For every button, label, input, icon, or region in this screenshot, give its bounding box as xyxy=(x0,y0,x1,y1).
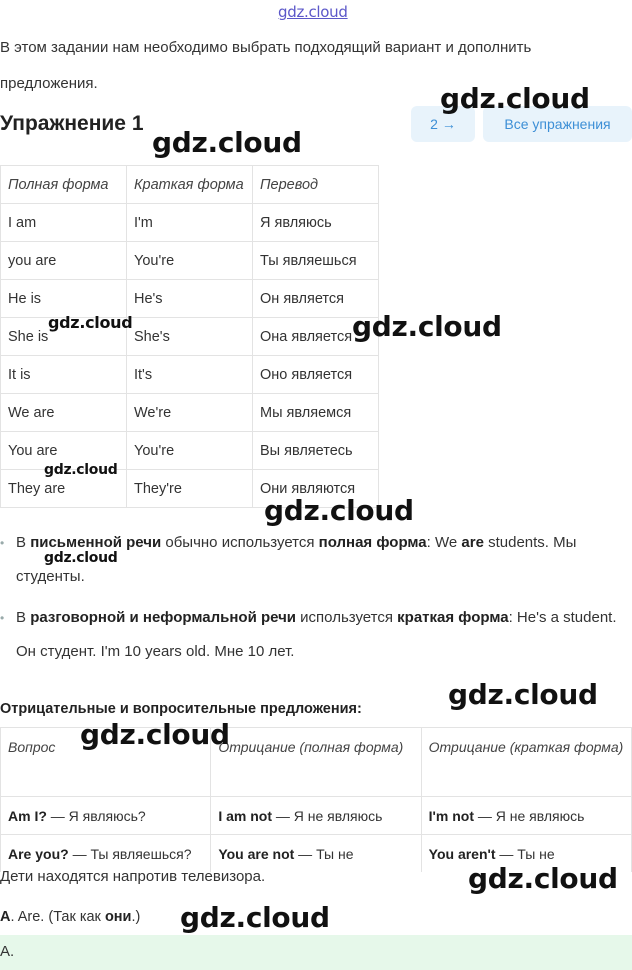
cell: She is xyxy=(1,318,127,356)
watermark: gdz.cloud xyxy=(152,126,302,159)
table-row xyxy=(1,204,379,242)
bullet-spoken-speech xyxy=(0,601,626,669)
header-cell: Перевод xyxy=(253,166,379,204)
table-row xyxy=(1,280,379,318)
cell: It's xyxy=(127,356,253,394)
cell: You are xyxy=(1,432,127,470)
bullet-dot-icon: • xyxy=(0,611,5,625)
bold-text: краткая форма xyxy=(397,609,509,626)
text: : He's a student. Он студент. I'm 10 years old. Мне 10 лет. xyxy=(16,609,617,660)
bold-text: письменной речи xyxy=(30,534,162,551)
cell xyxy=(1,835,211,873)
intro-text: В этом задании нам необходимо выбрать подходящий вариант и дополнить предложения. xyxy=(0,39,532,92)
watermark: gdz.cloud xyxy=(44,462,118,478)
text: . Are. (Так как xyxy=(10,909,105,925)
watermark: gdz.cloud xyxy=(440,82,590,115)
watermark: gdz.cloud xyxy=(448,678,598,711)
cell: She's xyxy=(127,318,253,356)
answer-explanation xyxy=(0,909,140,925)
watermark: gdz.cloud xyxy=(48,313,133,332)
cell: You're xyxy=(127,432,253,470)
text: .) xyxy=(131,909,141,925)
watermark: gdz.cloud xyxy=(180,901,330,934)
bold-text: You are not xyxy=(218,845,295,862)
cell: Ты являешься xyxy=(253,242,379,280)
exercise-title: Упражнение 1 xyxy=(0,112,144,135)
bold-text: они xyxy=(104,909,132,925)
watermark: gdz.cloud xyxy=(80,718,230,751)
text: В xyxy=(16,534,31,551)
text: — Я являюсь? xyxy=(46,807,146,824)
text: — Ты не xyxy=(495,845,555,862)
cell: I am xyxy=(1,204,127,242)
cell: Они являются xyxy=(253,470,379,508)
bold-text: I am not xyxy=(218,807,272,824)
watermark: gdz.cloud xyxy=(468,862,618,895)
section-title: Отрицательные и вопросительные предложения: xyxy=(0,701,362,717)
header-cell: Полная форма xyxy=(1,166,127,204)
table-header-row xyxy=(1,166,379,204)
bullet-dot-icon: • xyxy=(0,536,5,550)
next-exercise-button[interactable]: 2 → xyxy=(411,106,475,142)
text: В xyxy=(16,609,31,626)
bold-text: I'm not xyxy=(428,807,474,824)
bold-text: are xyxy=(461,534,484,551)
header-cell: Отрицание (полная форма) xyxy=(211,728,421,797)
question-text: Дети находятся напротив телевизора. xyxy=(0,868,266,885)
watermark: gdz.cloud xyxy=(352,310,502,343)
bold-text: Are you? xyxy=(8,845,69,862)
watermark: gdz.cloud xyxy=(264,494,414,527)
cell: They're xyxy=(127,470,253,508)
table-row xyxy=(1,394,379,432)
cell: We are xyxy=(1,394,127,432)
cell xyxy=(421,797,631,835)
text: students. Мы студенты. xyxy=(16,534,577,585)
bold-text: Am I? xyxy=(8,807,47,824)
header-cell: Краткая форма xyxy=(127,166,253,204)
text: — Ты являешься? xyxy=(68,845,192,862)
table-row xyxy=(1,356,379,394)
cell: Он является xyxy=(253,280,379,318)
cell: Я являюсь xyxy=(253,204,379,242)
cell: Оно является xyxy=(253,356,379,394)
text: : We xyxy=(426,534,462,551)
text: — Ты не xyxy=(294,845,354,862)
answer-box xyxy=(0,935,632,970)
table-row xyxy=(1,797,632,835)
table-row xyxy=(1,242,379,280)
cell: He's xyxy=(127,280,253,318)
answer-text: A. xyxy=(0,943,15,960)
bold-text: You aren't xyxy=(428,845,496,862)
text: используется xyxy=(296,609,398,626)
cell: You're xyxy=(127,242,253,280)
cell: I'm xyxy=(127,204,253,242)
cell: It is xyxy=(1,356,127,394)
cell: Она является xyxy=(253,318,379,356)
all-exercises-button[interactable]: Все упражнения xyxy=(483,106,632,142)
cell xyxy=(1,797,211,835)
cell xyxy=(211,797,421,835)
watermark-top: gdz.cloud xyxy=(278,3,348,21)
bold-text: A xyxy=(0,909,11,925)
cell: Вы являетесь xyxy=(253,432,379,470)
text: — Я не являюсь xyxy=(473,807,585,824)
cell: They are xyxy=(1,470,127,508)
header-cell: Вопрос xyxy=(1,728,211,797)
cell: We're xyxy=(127,394,253,432)
cell: Мы являемся xyxy=(253,394,379,432)
forms-table xyxy=(0,165,379,508)
watermark: gdz.cloud xyxy=(44,550,118,566)
cell: He is xyxy=(1,280,127,318)
text: — Я не являюсь xyxy=(272,807,383,824)
bold-text: полная форма xyxy=(318,534,427,551)
cell: you are xyxy=(1,242,127,280)
bold-text: разговорной и неформальной речи xyxy=(30,609,297,626)
cell xyxy=(211,835,421,873)
header-cell: Отрицание (краткая форма) xyxy=(421,728,631,797)
text: обычно используется xyxy=(161,534,319,551)
